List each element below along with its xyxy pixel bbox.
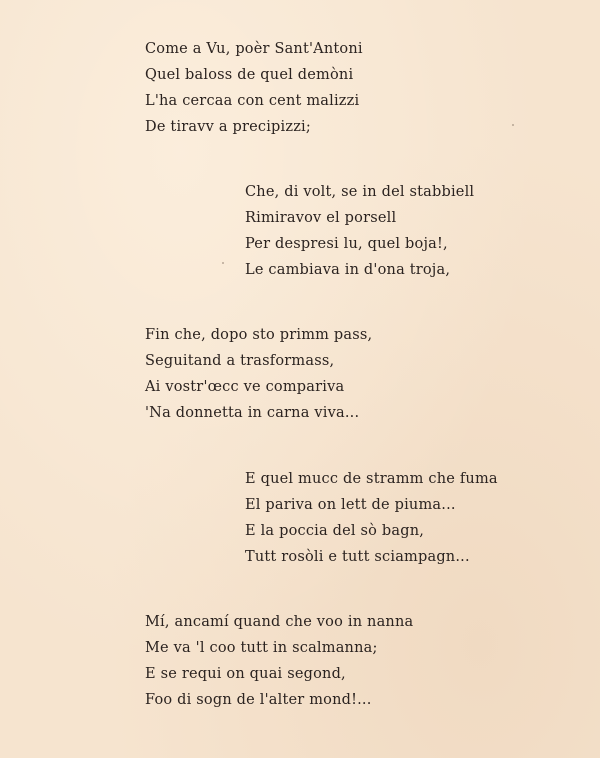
- verse-line: Fin che, dopo sto primm pass,: [145, 327, 373, 343]
- verse-line: Tutt rosòli e tutt sciampagn...: [245, 549, 470, 565]
- verse-line: El pariva on lett de piuma...: [245, 497, 456, 513]
- verse-line: Rimiravov el porsell: [245, 210, 397, 226]
- verse-line: Quel baloss de quel demòni: [145, 67, 354, 83]
- stanza-1: [145, 36, 363, 140]
- verse-line: Le cambiava in d'ona troja,: [245, 262, 451, 278]
- verse-line: E quel mucc de stramm che fuma: [245, 471, 498, 487]
- verse-line: E la poccia del sò bagn,: [245, 523, 425, 539]
- paper-speck: [222, 262, 224, 264]
- stanza-3: [145, 322, 372, 426]
- verse-line: Ai vostr'œcc ve compariva: [145, 379, 345, 395]
- verse-line: Foo di sogn de l'alter mond!...: [145, 692, 372, 708]
- verse-line: De tiravv a precipizzi;: [145, 119, 311, 135]
- verse-line: Me va 'l coo tutt in scalmanna;: [145, 640, 378, 656]
- verse-line: Mí, ancamí quand che voo in nanna: [145, 614, 414, 630]
- verse-line: L'ha cercaa con cent malizzi: [145, 93, 360, 109]
- verse-line: Come a Vu, poèr Sant'Antoni: [145, 41, 363, 57]
- verse-line: Che, di volt, se in del stabbiell: [245, 184, 475, 200]
- stanza-2: [245, 179, 474, 283]
- paper-speck: [512, 124, 514, 126]
- verse-line: Seguitand a trasformass,: [145, 353, 335, 369]
- stanza-4: [245, 466, 498, 570]
- stanza-5: [145, 609, 413, 713]
- verse-line: 'Na donnetta in carna viva...: [145, 405, 360, 421]
- verse-line: Per despresi lu, quel boja!,: [245, 236, 448, 252]
- verse-line: E se requi on quai segond,: [145, 666, 346, 682]
